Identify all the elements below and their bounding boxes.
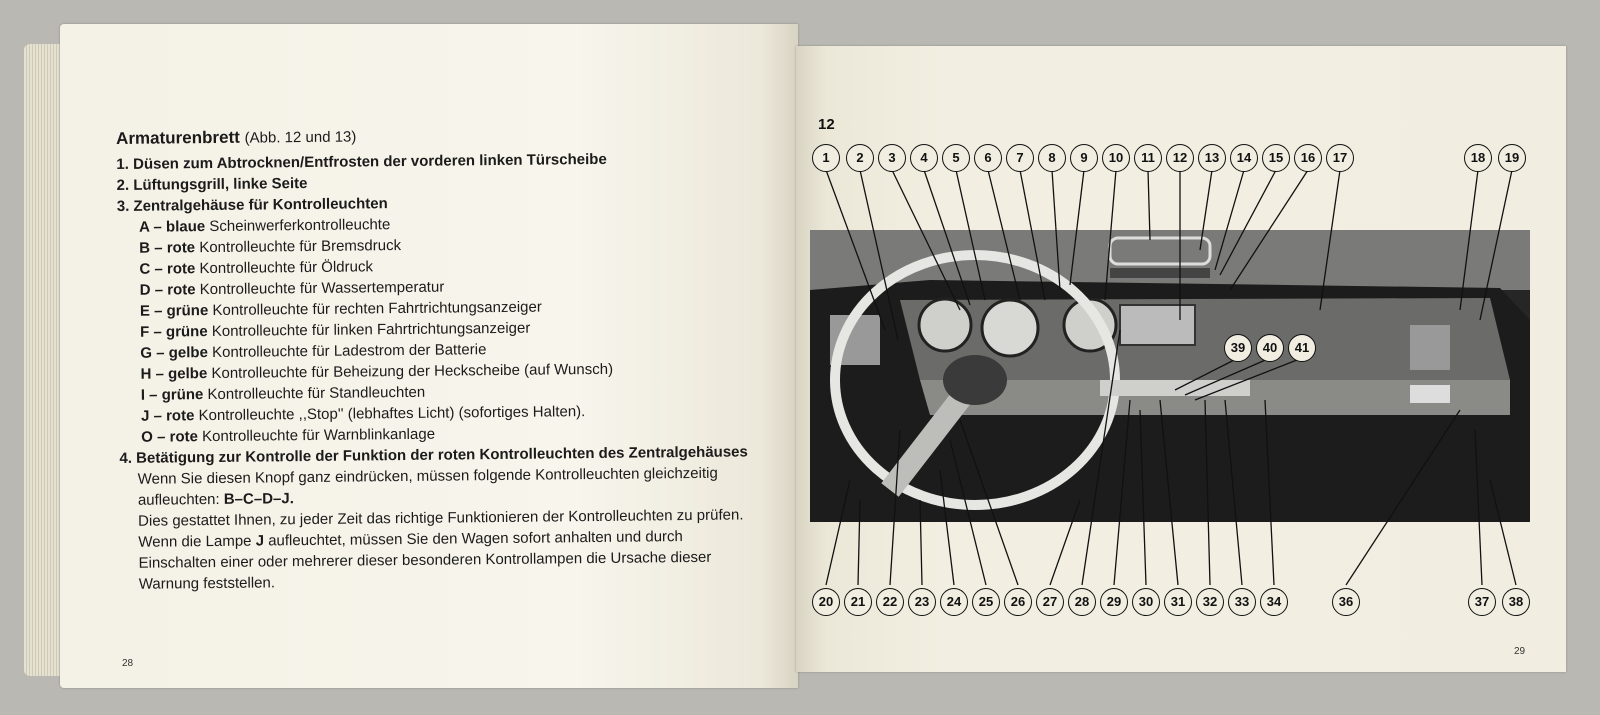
callout-12: 12 <box>1166 144 1194 172</box>
indicator-light-label: B – rote <box>139 239 196 257</box>
callout-17: 17 <box>1326 144 1354 172</box>
callout-37: 37 <box>1468 588 1496 616</box>
item-3: 3. Zentralgehäuse für Kontrolleuchten <box>116 195 388 215</box>
callout-15: 15 <box>1262 144 1290 172</box>
indicator-light-label: A – blaue <box>138 218 206 236</box>
left-page-number: 28 <box>122 658 134 669</box>
indicator-light-description: Kontrolleuchte für Warnblinkanlage <box>202 425 436 446</box>
indicator-light-description: Kontrolleuchte für Bremsdruck <box>199 237 402 257</box>
callout-36: 36 <box>1332 588 1360 616</box>
item-4-paragraph-3-text-b: aufleuchtet, müssen Sie den Wagen sofort anhalten und durch Einschalten einer oder mehrerer dieser besonderen Kontrollampen die Ursache dieser Warnung feststellen. <box>138 528 712 593</box>
callout-31: 31 <box>1164 588 1192 616</box>
callout-21: 21 <box>844 588 872 616</box>
item-4-paragraph-1-lamps: B–C–D–J. <box>223 490 294 508</box>
callout-11: 11 <box>1134 144 1162 172</box>
item-4-paragraph-2: Dies gestattet Ihnen, zu jeder Zeit das richtige Funktionieren der Kontrolleuchten zu prüfen. <box>138 506 744 530</box>
callout-9: 9 <box>1070 144 1098 172</box>
callout-3: 3 <box>878 144 906 172</box>
section-title-text: Armaturenbrett <box>116 127 240 148</box>
indicator-light-label: F – grüne <box>140 323 208 341</box>
callout-13: 13 <box>1198 144 1226 172</box>
callout-23: 23 <box>908 588 936 616</box>
callout-16: 16 <box>1294 144 1322 172</box>
section-title-ref: (Abb. 12 und 13) <box>244 128 357 147</box>
callout-6: 6 <box>974 144 1002 172</box>
callout-19: 19 <box>1498 144 1526 172</box>
callout-1: 1 <box>812 144 840 172</box>
indicator-light-description: Kontrolleuchte für rechten Fahrtrichtungsanzeiger <box>212 298 542 319</box>
callout-22: 22 <box>876 588 904 616</box>
item-4-paragraph-3-text-a: Wenn die Lampe <box>138 532 256 551</box>
callout-39: 39 <box>1224 334 1252 362</box>
indicator-light-label: O – rote <box>141 428 199 446</box>
item-2: 2. Lüftungsgrill, linke Seite <box>116 174 308 194</box>
callout-40: 40 <box>1256 334 1284 362</box>
callout-27: 27 <box>1036 588 1064 616</box>
callout-10: 10 <box>1102 144 1130 172</box>
callout-34: 34 <box>1260 588 1288 616</box>
indicator-light-description: Kontrolleuchte für Standleuchten <box>207 383 426 404</box>
callout-32: 32 <box>1196 588 1224 616</box>
callout-24: 24 <box>940 588 968 616</box>
item-4-paragraph-3-lamp: J <box>255 532 265 550</box>
indicator-light-description: Scheinwerferkontrolleuchte <box>209 216 391 236</box>
indicator-light-description: Kontrolleuchte für Beheizung der Heckscheibe (auf Wunsch) <box>211 360 614 383</box>
item-4-heading: 4. Betätigung zur Kontrolle der Funktion der roten Kontrolleuchten des Zentralgehäuses <box>119 443 748 467</box>
indicator-light-description: Kontrolleuchte für Ladestrom der Batterie <box>211 341 487 362</box>
indicator-light-label: I – grüne <box>140 386 204 404</box>
indicator-light-description: Kontrolleuchte ,,Stop'' (lebhaftes Licht) (sofortiges Halten). <box>198 403 586 425</box>
callout-26: 26 <box>1004 588 1032 616</box>
callout-33: 33 <box>1228 588 1256 616</box>
indicator-light-description: Kontrolleuchte für Wassertemperatur <box>199 278 445 299</box>
item-1: 1. Düsen zum Abtrocknen/Entfrosten der vorderen linken Türscheibe <box>116 150 607 173</box>
callout-29: 29 <box>1100 588 1128 616</box>
callout-8: 8 <box>1038 144 1066 172</box>
callout-18: 18 <box>1464 144 1492 172</box>
callout-25: 25 <box>972 588 1000 616</box>
callout-28: 28 <box>1068 588 1096 616</box>
callout-41: 41 <box>1288 334 1316 362</box>
callout-2: 2 <box>846 144 874 172</box>
indicator-light-description: Kontrolleuchte für Öldruck <box>199 258 374 278</box>
indicator-light-label: D – rote <box>139 281 196 299</box>
indicator-light-label: H – gelbe <box>140 365 208 383</box>
figure-number: 12 <box>818 116 835 133</box>
indicator-light-description: Kontrolleuchte für linken Fahrtrichtungsanzeiger <box>211 319 531 341</box>
callout-4: 4 <box>910 144 938 172</box>
indicator-light-label: J – rote <box>140 407 195 425</box>
right-page-number: 29 <box>1514 646 1526 657</box>
callout-7: 7 <box>1006 144 1034 172</box>
indicator-light-label: G – gelbe <box>140 344 208 362</box>
indicator-light-label: C – rote <box>139 260 196 278</box>
callout-20: 20 <box>812 588 840 616</box>
indicator-light-label: E – grüne <box>139 302 209 320</box>
callout-30: 30 <box>1132 588 1160 616</box>
callout-38: 38 <box>1502 588 1530 616</box>
callout-14: 14 <box>1230 144 1258 172</box>
item-4-paragraph-1-text: Wenn Sie diesen Knopf ganz eindrücken, müssen folgende Kontrolleuchten gleichzeitig aufleuchten: <box>137 464 718 509</box>
callout-5: 5 <box>942 144 970 172</box>
